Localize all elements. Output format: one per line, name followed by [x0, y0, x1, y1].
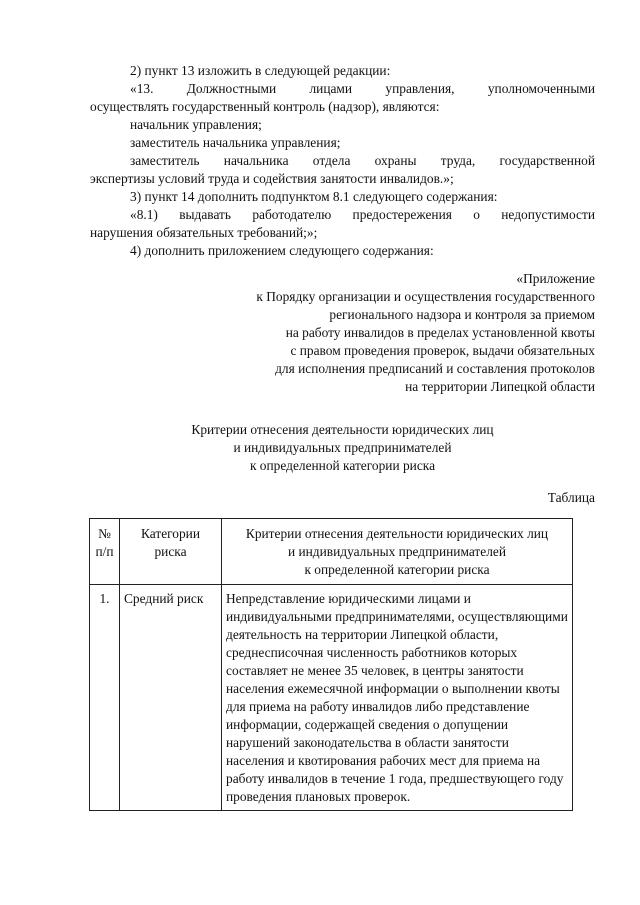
table-caption: Таблица: [547, 490, 595, 505]
appendix-heading: [180, 270, 595, 396]
paragraph-subpoint-8-1-line-1: «8.1) выдавать работодателю предостережения о недопустимости: [130, 207, 595, 222]
appendix-line-1: «Приложение: [516, 271, 595, 286]
appendix-line-3: регионального надзора и контроля за приемом: [329, 307, 595, 322]
appendix-line-6: для исполнения предписаний и составления протоколов: [275, 361, 595, 376]
document-title: [90, 421, 595, 475]
risk-criteria-table: [89, 518, 573, 811]
title-line-1: Критерии отнесения деятельности юридических лиц: [191, 422, 494, 437]
header-risk-category-line-2: риска: [154, 544, 187, 559]
appendix-line-2: к Порядку организации и осуществления государственного: [256, 289, 595, 304]
title-line-2: и индивидуальных предпринимателей: [233, 440, 452, 455]
appendix-line-5: с правом проведения проверок, выдачи обязательных: [290, 343, 595, 358]
row-number: 1.: [90, 585, 120, 811]
paragraph-item-4: 4) дополнить приложением следующего содержания:: [130, 243, 434, 258]
paragraph-subpoint-8-1-line-2: нарушения обязательных требований;»;: [90, 225, 318, 240]
header-risk-category: [120, 519, 222, 585]
header-criteria-line-3: к определенной категории риска: [304, 562, 490, 577]
paragraph-deputy-head-of-division-line-2: экспертизы условий труда и содействия занятости инвалидов.»;: [90, 171, 454, 186]
header-risk-category-line-1: Категории: [140, 526, 201, 541]
header-criteria: [222, 519, 573, 585]
paragraph-item-2: 2) пункт 13 изложить в следующей редакции:: [130, 63, 391, 78]
appendix-line-7: на территории Липецкой области: [405, 379, 595, 394]
header-number: [90, 519, 120, 585]
table-header-row: [90, 519, 573, 585]
appendix-line-4: на работу инвалидов в пределах установленной квоты: [285, 325, 595, 340]
header-number-line-2: п/п: [95, 544, 114, 559]
row-risk-category: Средний риск: [120, 585, 222, 811]
row-criteria: Непредставление юридическими лицами и индивидуальными предпринимателями, осуществляющими деятельность на территории Липецкой области, среднесписочная численность работников которых составляет не менее 35 человек, в центры занятости населения ежемесячной информации о выполнении квоты для приема на работу инвалидов либо представление информации, содержащей сведения о допущении нарушений законодательства в области занятости населения и квотирования рабочих мест для приема на работу инвалидов в течение 1 года, предшествующего году проведения плановых проверок.: [222, 585, 573, 811]
header-criteria-line-2: и индивидуальных предпринимателей: [287, 544, 507, 559]
header-number-line-1: №: [98, 526, 111, 541]
paragraph-deputy-head: заместитель начальника управления;: [130, 135, 341, 150]
paragraph-deputy-head-of-division-line-1: заместитель начальника отдела охраны труда, государственной: [130, 153, 595, 168]
table-row: [90, 585, 573, 811]
amendment-text: [90, 62, 595, 260]
paragraph-head-of-department: начальник управления;: [130, 117, 262, 132]
paragraph-point-13-line-2: осуществлять государственный контроль (надзор), являются:: [90, 99, 440, 114]
paragraph-item-3: 3) пункт 14 дополнить подпунктом 8.1 следующего содержания:: [130, 189, 498, 204]
header-criteria-line-1: Критерии отнесения деятельности юридических лиц: [245, 526, 549, 541]
paragraph-point-13-line-1: «13. Должностными лицами управления, уполномоченными: [130, 81, 595, 96]
title-line-3: к определенной категории риска: [249, 458, 436, 473]
